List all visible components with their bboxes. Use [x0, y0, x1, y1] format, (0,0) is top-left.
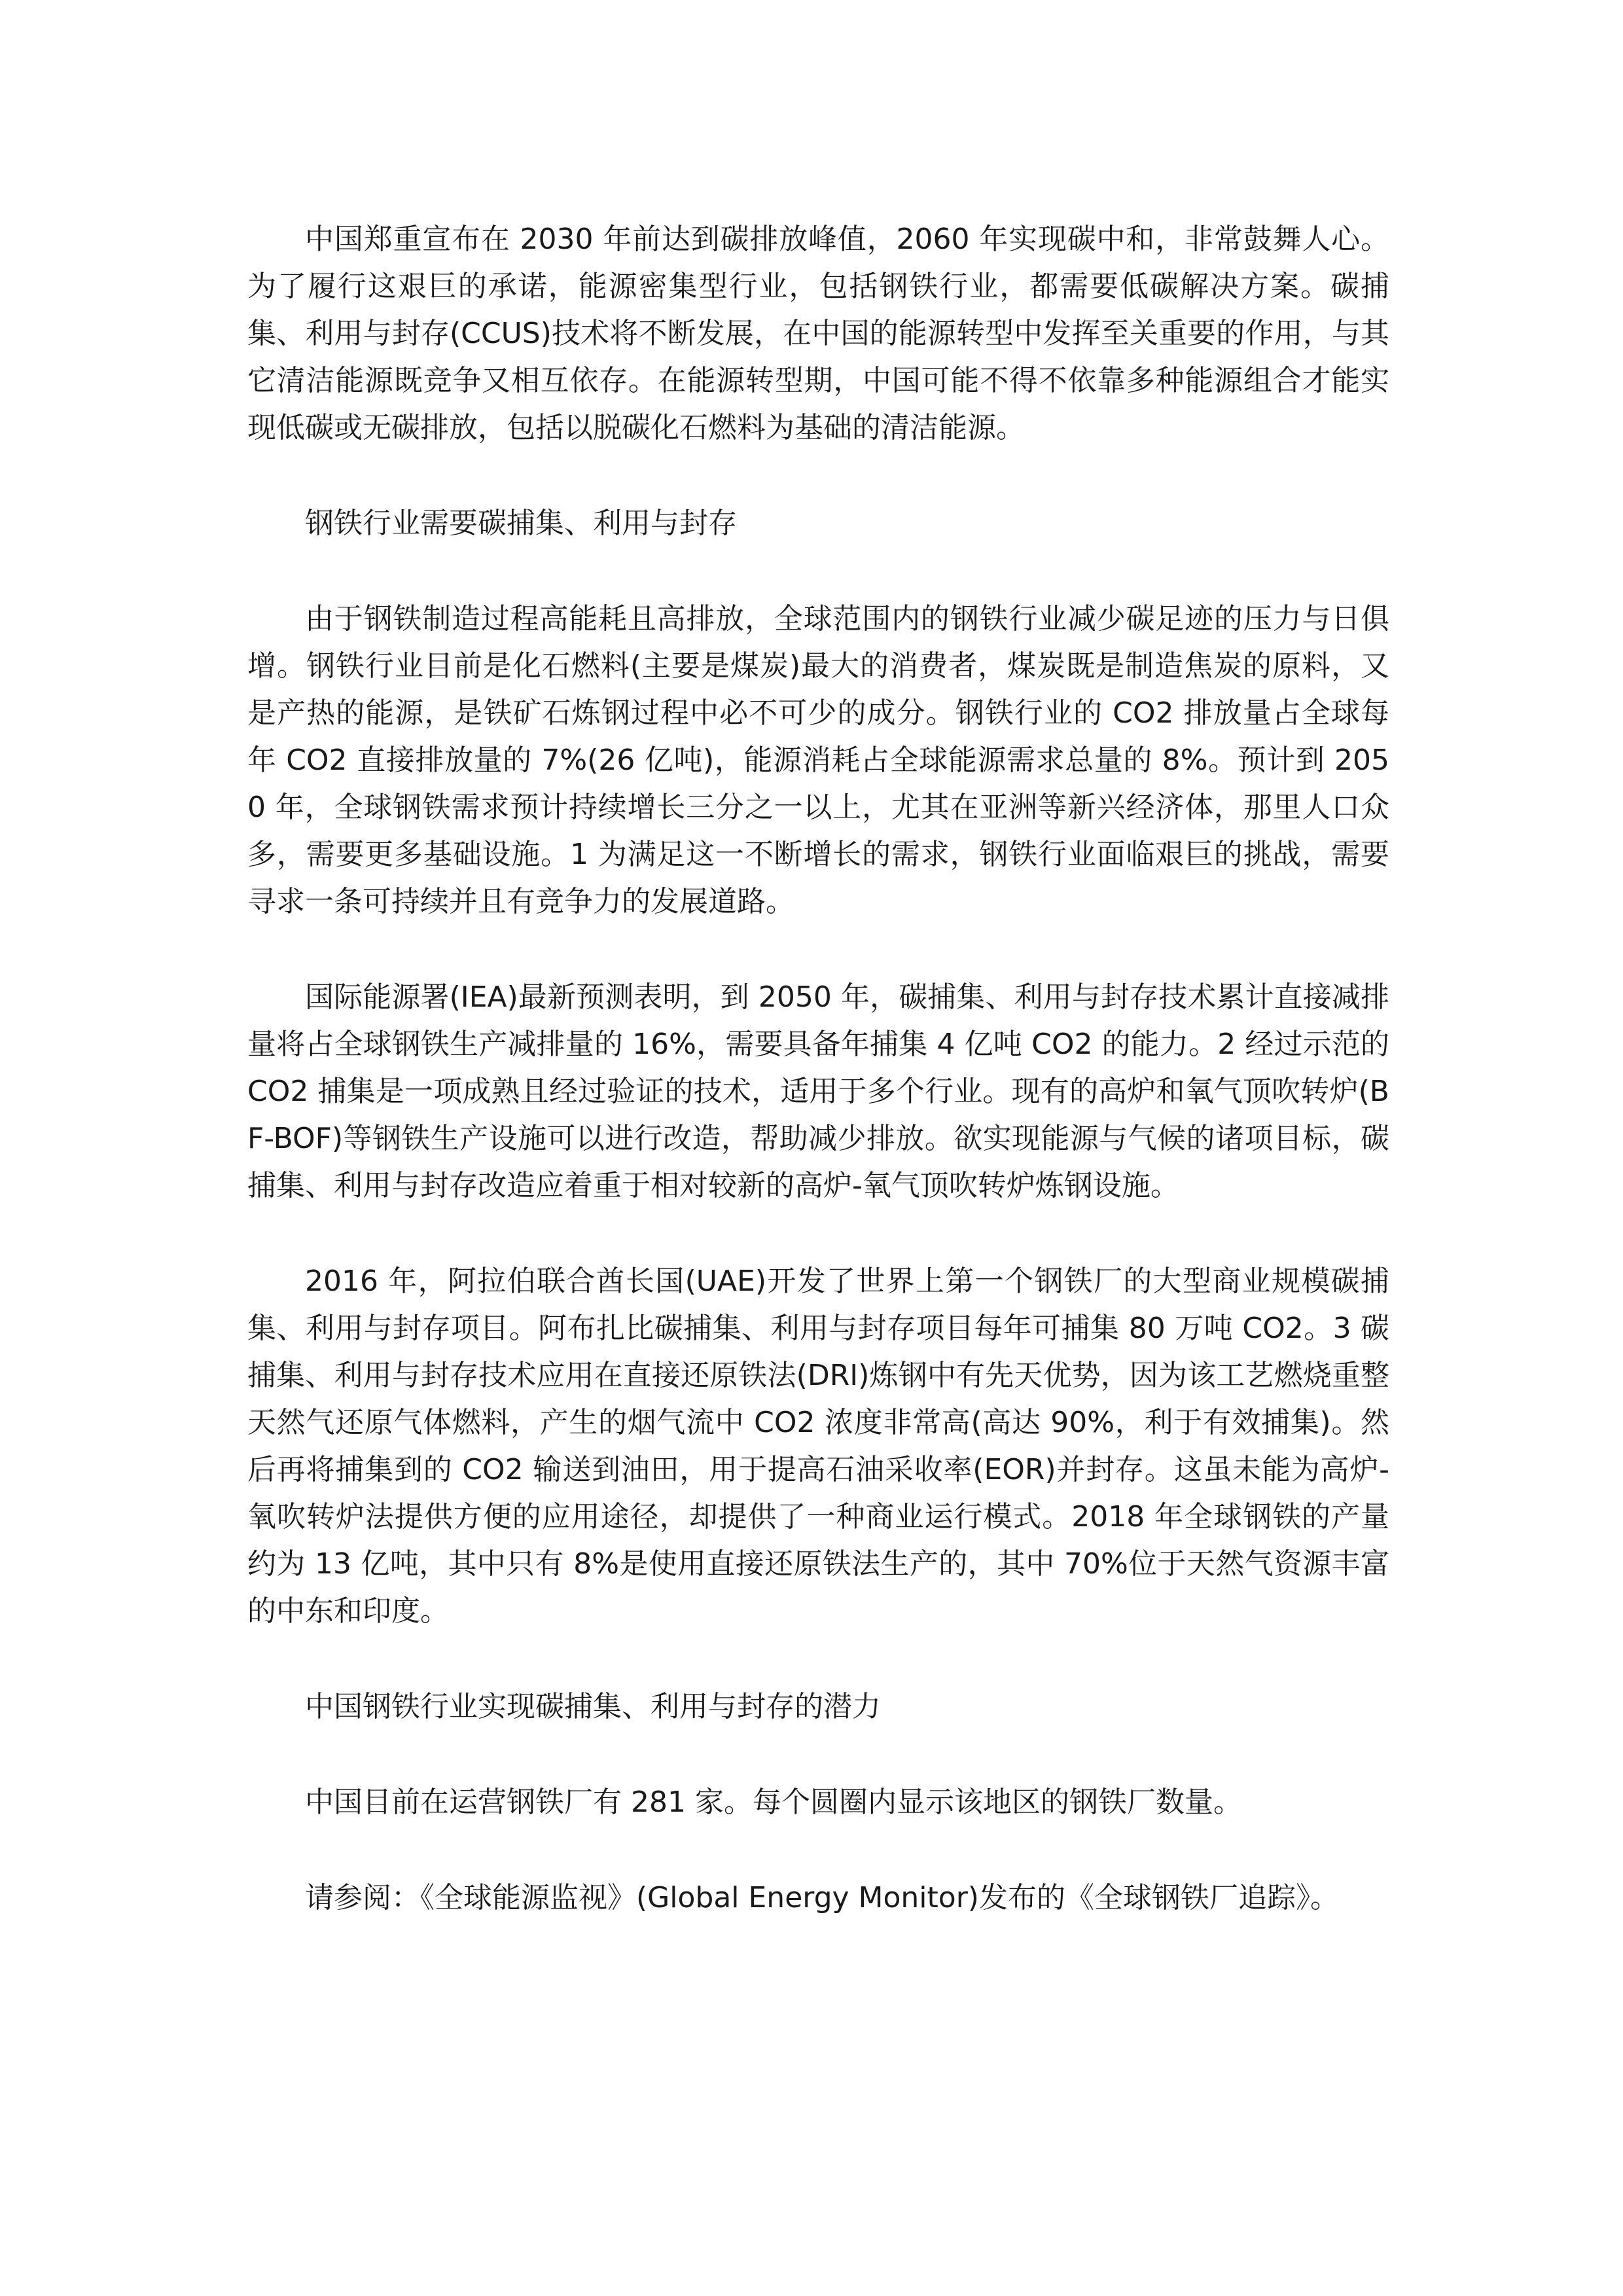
china-plants-paragraph: 中国目前在运营钢铁厂有 281 家。每个圆圈内显示该地区的钢铁厂数量。 [305, 1785, 1242, 1819]
reference-paragraph: 请参阅：《全球能源监视》(Global Energy Monitor)发布的《全球钢铁厂追踪》。 [305, 1881, 1339, 1914]
section-heading-china-potential: 中国钢铁行业实现碳捕集、利用与封存的潜力 [305, 1690, 881, 1723]
iea-forecast-paragraph: 国际能源署(IEA)最新预测表明，到 2050 年，碳捕集、利用与封存技术累计直接减排量将占全球钢铁生产减排量的 16%，需要具备年捕集 4 亿吨 CO2 的能力。2 经过示范的 CO2 捕集是一项成熟且经过验证的技术，适用于多个行业。现有的高炉和氧气顶吹转炉(BF-BOF)等钢铁生产设施可以进行改造，帮助减少排放。欲实现能源与气候的诸项目标，碳捕集、利用与封存改造应着重于相对较新的高炉-氧气顶吹转炉炼钢设施。 [247, 980, 1389, 1202]
section-heading-steel-ccus: 钢铁行业需要碳捕集、利用与封存 [305, 507, 737, 540]
intro-paragraph: 中国郑重宣布在 2030 年前达到碳排放峰值，2060 年实现碳中和，非常鼓舞人心。为了履行这艰巨的承诺，能源密集型行业，包括钢铁行业，都需要低碳解决方案。碳捕集、利用与封存(CCUS)技术将不断发展，在中国的能源转型中发挥至关重要的作用，与其它清洁能源既竞争又相互依存。在能源转型期，中国可能不得不依靠多种能源组合才能实现低碳或无碳排放，包括以脱碳化石燃料为基础的清洁能源。 [247, 223, 1389, 444]
document-page [247, 216, 1389, 1970]
uae-project-paragraph: 2016 年，阿拉伯联合酋长国(UAE)开发了世界上第一个钢铁厂的大型商业规模碳捕集、利用与封存项目。阿布扎比碳捕集、利用与封存项目每年可捕集 80 万吨 CO2。3 碳捕集、利用与封存技术应用在直接还原铁法(DRI)炼钢中有先天优势，因为该工艺燃烧重整天然气还原气体燃料，产生的烟气流中 CO2 浓度非常高(高达 90%，利于有效捕集)。然后再将捕集到的 CO2 输送到油田，用于提高石油采收率(EOR)并封存。这虽未能为高炉-氧吹转炉法提供方便的应用途径，却提供了一种商业运行模式。2018 年全球钢铁的产量约为 13 亿吨，其中只有 8%是使用直接还原铁法生产的，其中 70%位于天然气资源丰富的中东和印度。 [247, 1265, 1389, 1628]
steel-emissions-paragraph: 由于钢铁制造过程高能耗且高排放，全球范围内的钢铁行业减少碳足迹的压力与日俱增。钢铁行业目前是化石燃料(主要是煤炭)最大的消费者，煤炭既是制造焦炭的原料，又是产热的能源，是铁矿石炼钢过程中必不可少的成分。钢铁行业的 CO2 排放量占全球每年 CO2 直接排放量的 7%(26 亿吨)，能源消耗占全球能源需求总量的 8%。预计到 2050 年，全球钢铁需求预计持续增长三分之一以上，尤其在亚洲等新兴经济体，那里人口众多，需要更多基础设施。1 为满足这一不断增长的需求，钢铁行业面临艰巨的挑战，需要寻求一条可持续并且有竞争力的发展道路。 [247, 602, 1389, 918]
